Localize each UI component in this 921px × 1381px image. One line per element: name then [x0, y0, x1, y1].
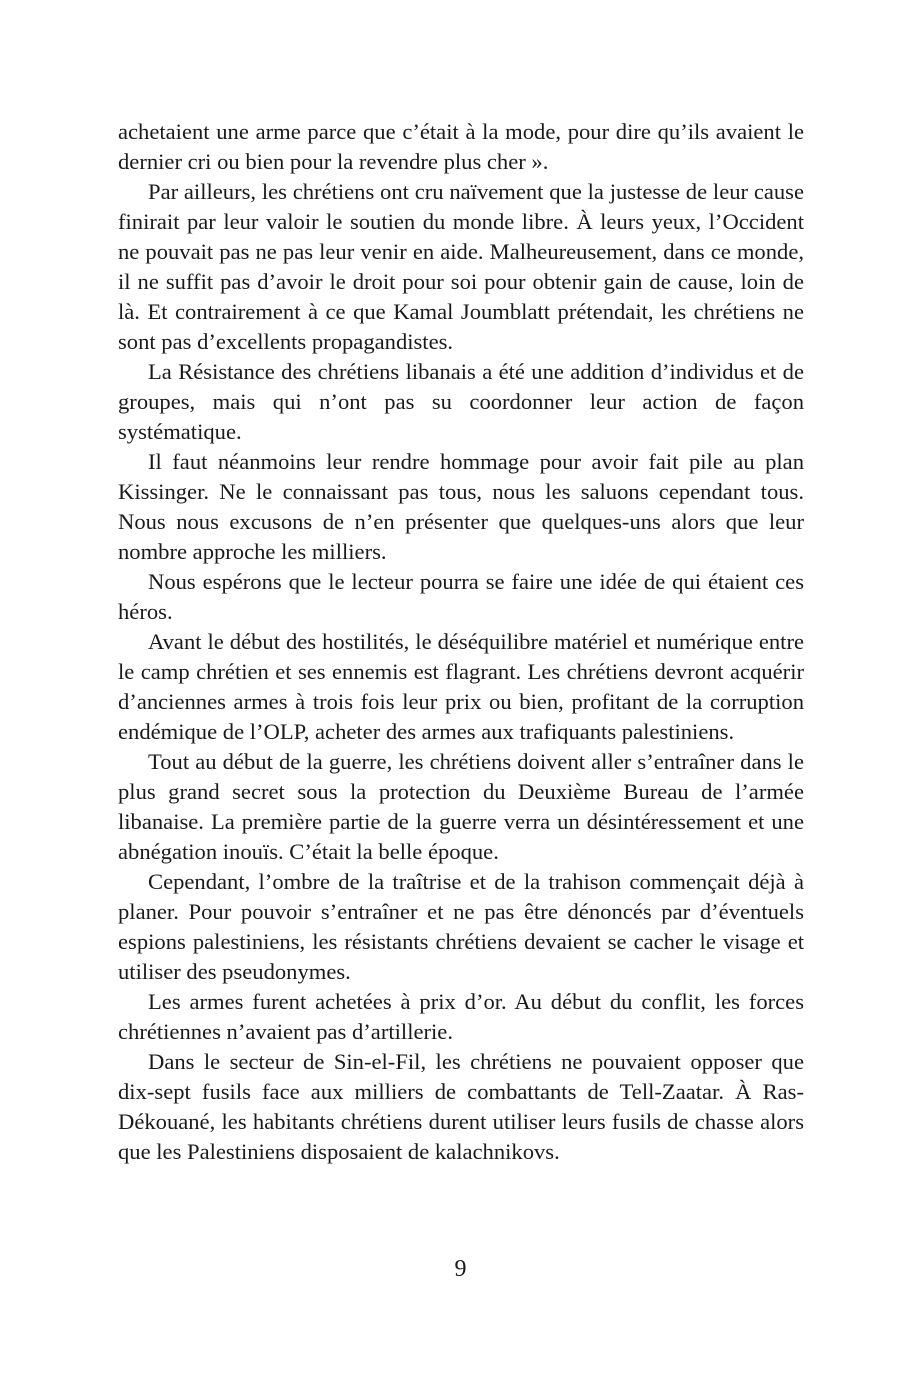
paragraph: achetaient une arme parce que c’était à la mode, pour dire qu’ils avaient le dernier cri ou bien pour la revendre plus cher ». — [118, 119, 804, 174]
paragraph: Cependant, l’ombre de la traîtrise et de la trahison commençait déjà à planer. Pour pouvoir s’entraîner et ne pas être dénoncés par d’éventuels espions palestiniens, les résistants chrétiens devaient se cacher le visage et utiliser des pseudonymes. — [118, 869, 804, 984]
paragraph: Il faut néanmoins leur rendre hommage pour avoir fait pile au plan Kissinger. Ne le connaissant pas tous, nous les saluons cependant tous. Nous nous excusons de n’en présenter que quelques-uns alors que leur nombre approche les milliers. — [118, 449, 804, 564]
page-number: 9 — [454, 1256, 467, 1282]
paragraph: Nous espérons que le lecteur pourra se faire une idée de qui étaient ces héros. — [118, 569, 804, 624]
paragraph: Avant le début des hostilités, le déséquilibre matériel et numérique entre le camp chrétien et ses ennemis est flagrant. Les chrétiens devront acquérir d’anciennes armes à trois fois leur prix ou bien, profitant de la corruption endémique de l’OLP, acheter des armes aux trafiquants palestiniens. — [118, 629, 804, 744]
paragraph: Par ailleurs, les chrétiens ont cru naïvement que la justesse de leur cause finirait par leur valoir le soutien du monde libre. À leurs yeux, l’Occident ne pouvait pas ne pas leur venir en aide. Malheureusement, dans ce monde, il ne suffit pas d’avoir le droit pour soi pour obtenir gain de cause, loin de là. Et contrairement à ce que Kamal Joumblatt prétendait, les chrétiens ne sont pas d’excellents propagandistes. — [118, 179, 804, 354]
paragraph: Les armes furent achetées à prix d’or. Au début du conflit, les forces chrétiennes n’avaient pas d’artillerie. — [118, 989, 804, 1044]
paragraph: Tout au début de la guerre, les chrétiens doivent aller s’entraîner dans le plus grand secret sous la protection du Deuxième Bureau de l’armée libanaise. La première partie de la guerre verra un désintéressement et une abnégation inouïs. C’était la belle époque. — [118, 749, 804, 864]
paragraph: Dans le secteur de Sin-el-Fil, les chrétiens ne pouvaient opposer que dix-sept fusils face aux milliers de combattants de Tell-Zaatar. À Ras-Dékouané, les habitants chrétiens durent utiliser leurs fusils de chasse alors que les Palestiniens disposaient de kalachnikovs. — [118, 1049, 804, 1164]
body-text — [118, 117, 804, 1167]
paragraph: La Résistance des chrétiens libanais a été une addition d’individus et de groupes, mais qui n’ont pas su coordonner leur action de façon systématique. — [118, 359, 804, 444]
